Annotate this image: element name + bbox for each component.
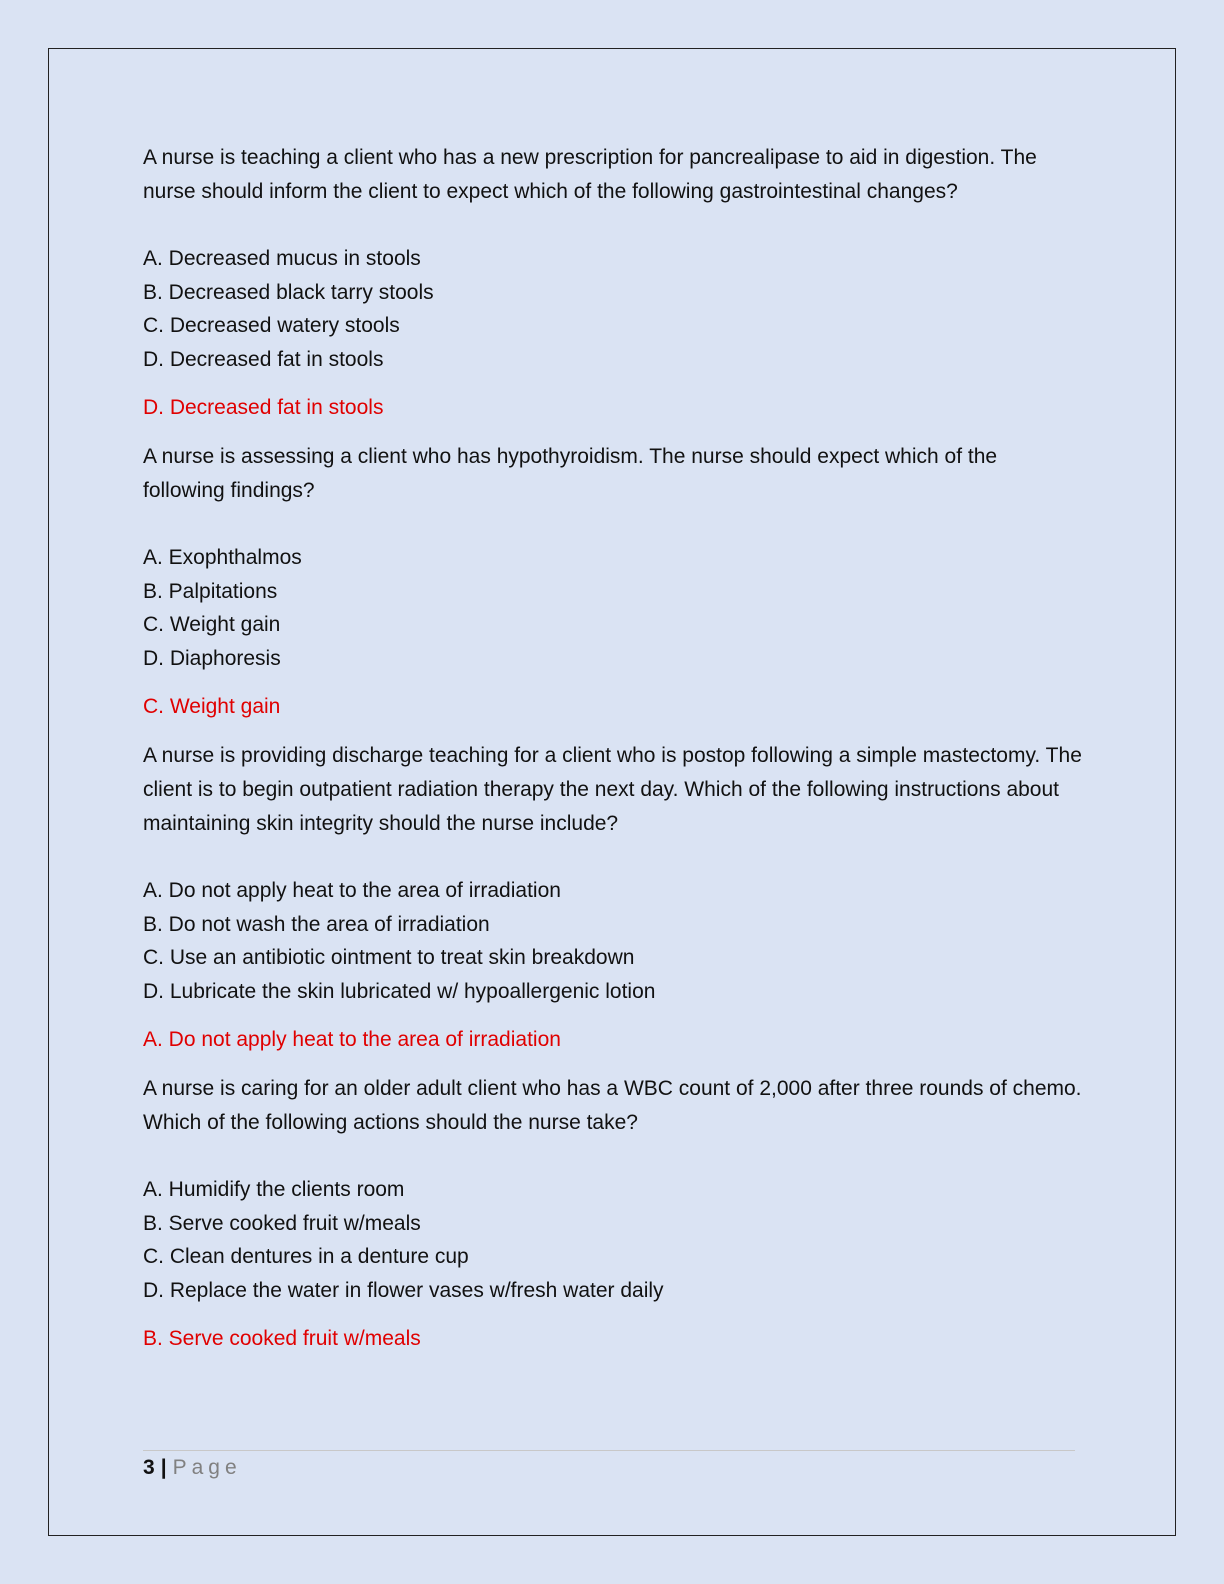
option-item: A. Decreased mucus in stools [143, 247, 421, 270]
page-label: Page [172, 1456, 242, 1479]
option-list [143, 541, 1083, 675]
option-item: C. Clean dentures in a denture cup [143, 1245, 469, 1268]
footer-separator: | [160, 1456, 167, 1479]
option-item: B. Decreased black tarry stools [143, 280, 434, 304]
question-stem: A nurse is assessing a client who has hypothyroidism. The nurse should expect which of the following findings? [143, 445, 998, 502]
option-item: D. Lubricate the skin lubricated w/ hypoallergenic lotion [143, 979, 656, 1003]
answer-text: B. Serve cooked fruit w/meals [143, 1327, 421, 1350]
page-footer [143, 1453, 242, 1483]
option-item: B. Palpitations [143, 579, 278, 603]
option-item: D. Decreased fat in stools [143, 347, 384, 371]
option-item: A. Humidify the clients room [143, 1178, 405, 1201]
question-block-3 [143, 739, 1083, 1057]
question-block-4 [143, 1072, 1083, 1356]
option-item: D. Replace the water in flower vases w/fresh water daily [143, 1278, 664, 1302]
option-item: D. Diaphoresis [143, 646, 281, 670]
answer-text: C. Weight gain [143, 695, 281, 718]
option-item: B. Do not wash the area of irradiation [143, 912, 490, 936]
option-list [143, 874, 1083, 1008]
question-stem: A nurse is providing discharge teaching for a client who is postop following a simple mastectomy. The client is to begin outpatient radiation therapy the next day. Which of the following instructions about maintaining skin integrity should the nurse include? [143, 744, 1082, 835]
option-item: A. Exophthalmos [143, 546, 302, 569]
answer-text: D. Decreased fat in stools [143, 396, 384, 419]
option-item: B. Serve cooked fruit w/meals [143, 1211, 421, 1235]
option-item: C. Decreased watery stools [143, 314, 400, 337]
question-block-2 [143, 440, 1083, 724]
option-item: C. Use an antibiotic ointment to treat skin breakdown [143, 946, 635, 969]
option-list [143, 242, 1083, 376]
question-block-1 [143, 141, 1083, 425]
answer-text: A. Do not apply heat to the area of irradiation [143, 1028, 561, 1051]
document-content [143, 141, 1083, 1371]
page-number: 3 [143, 1456, 155, 1479]
option-list [143, 1173, 1083, 1307]
option-item: A. Do not apply heat to the area of irradiation [143, 879, 561, 902]
question-stem: A nurse is caring for an older adult client who has a WBC count of 2,000 after three rounds of chemo. Which of the following actions should the nurse take? [143, 1077, 1082, 1134]
option-item: C. Weight gain [143, 613, 281, 636]
question-stem: A nurse is teaching a client who has a new prescription for pancrealipase to aid in digestion. The nurse should inform the client to expect which of the following gastrointestinal changes? [143, 146, 1037, 203]
footer-divider [143, 1450, 1075, 1451]
